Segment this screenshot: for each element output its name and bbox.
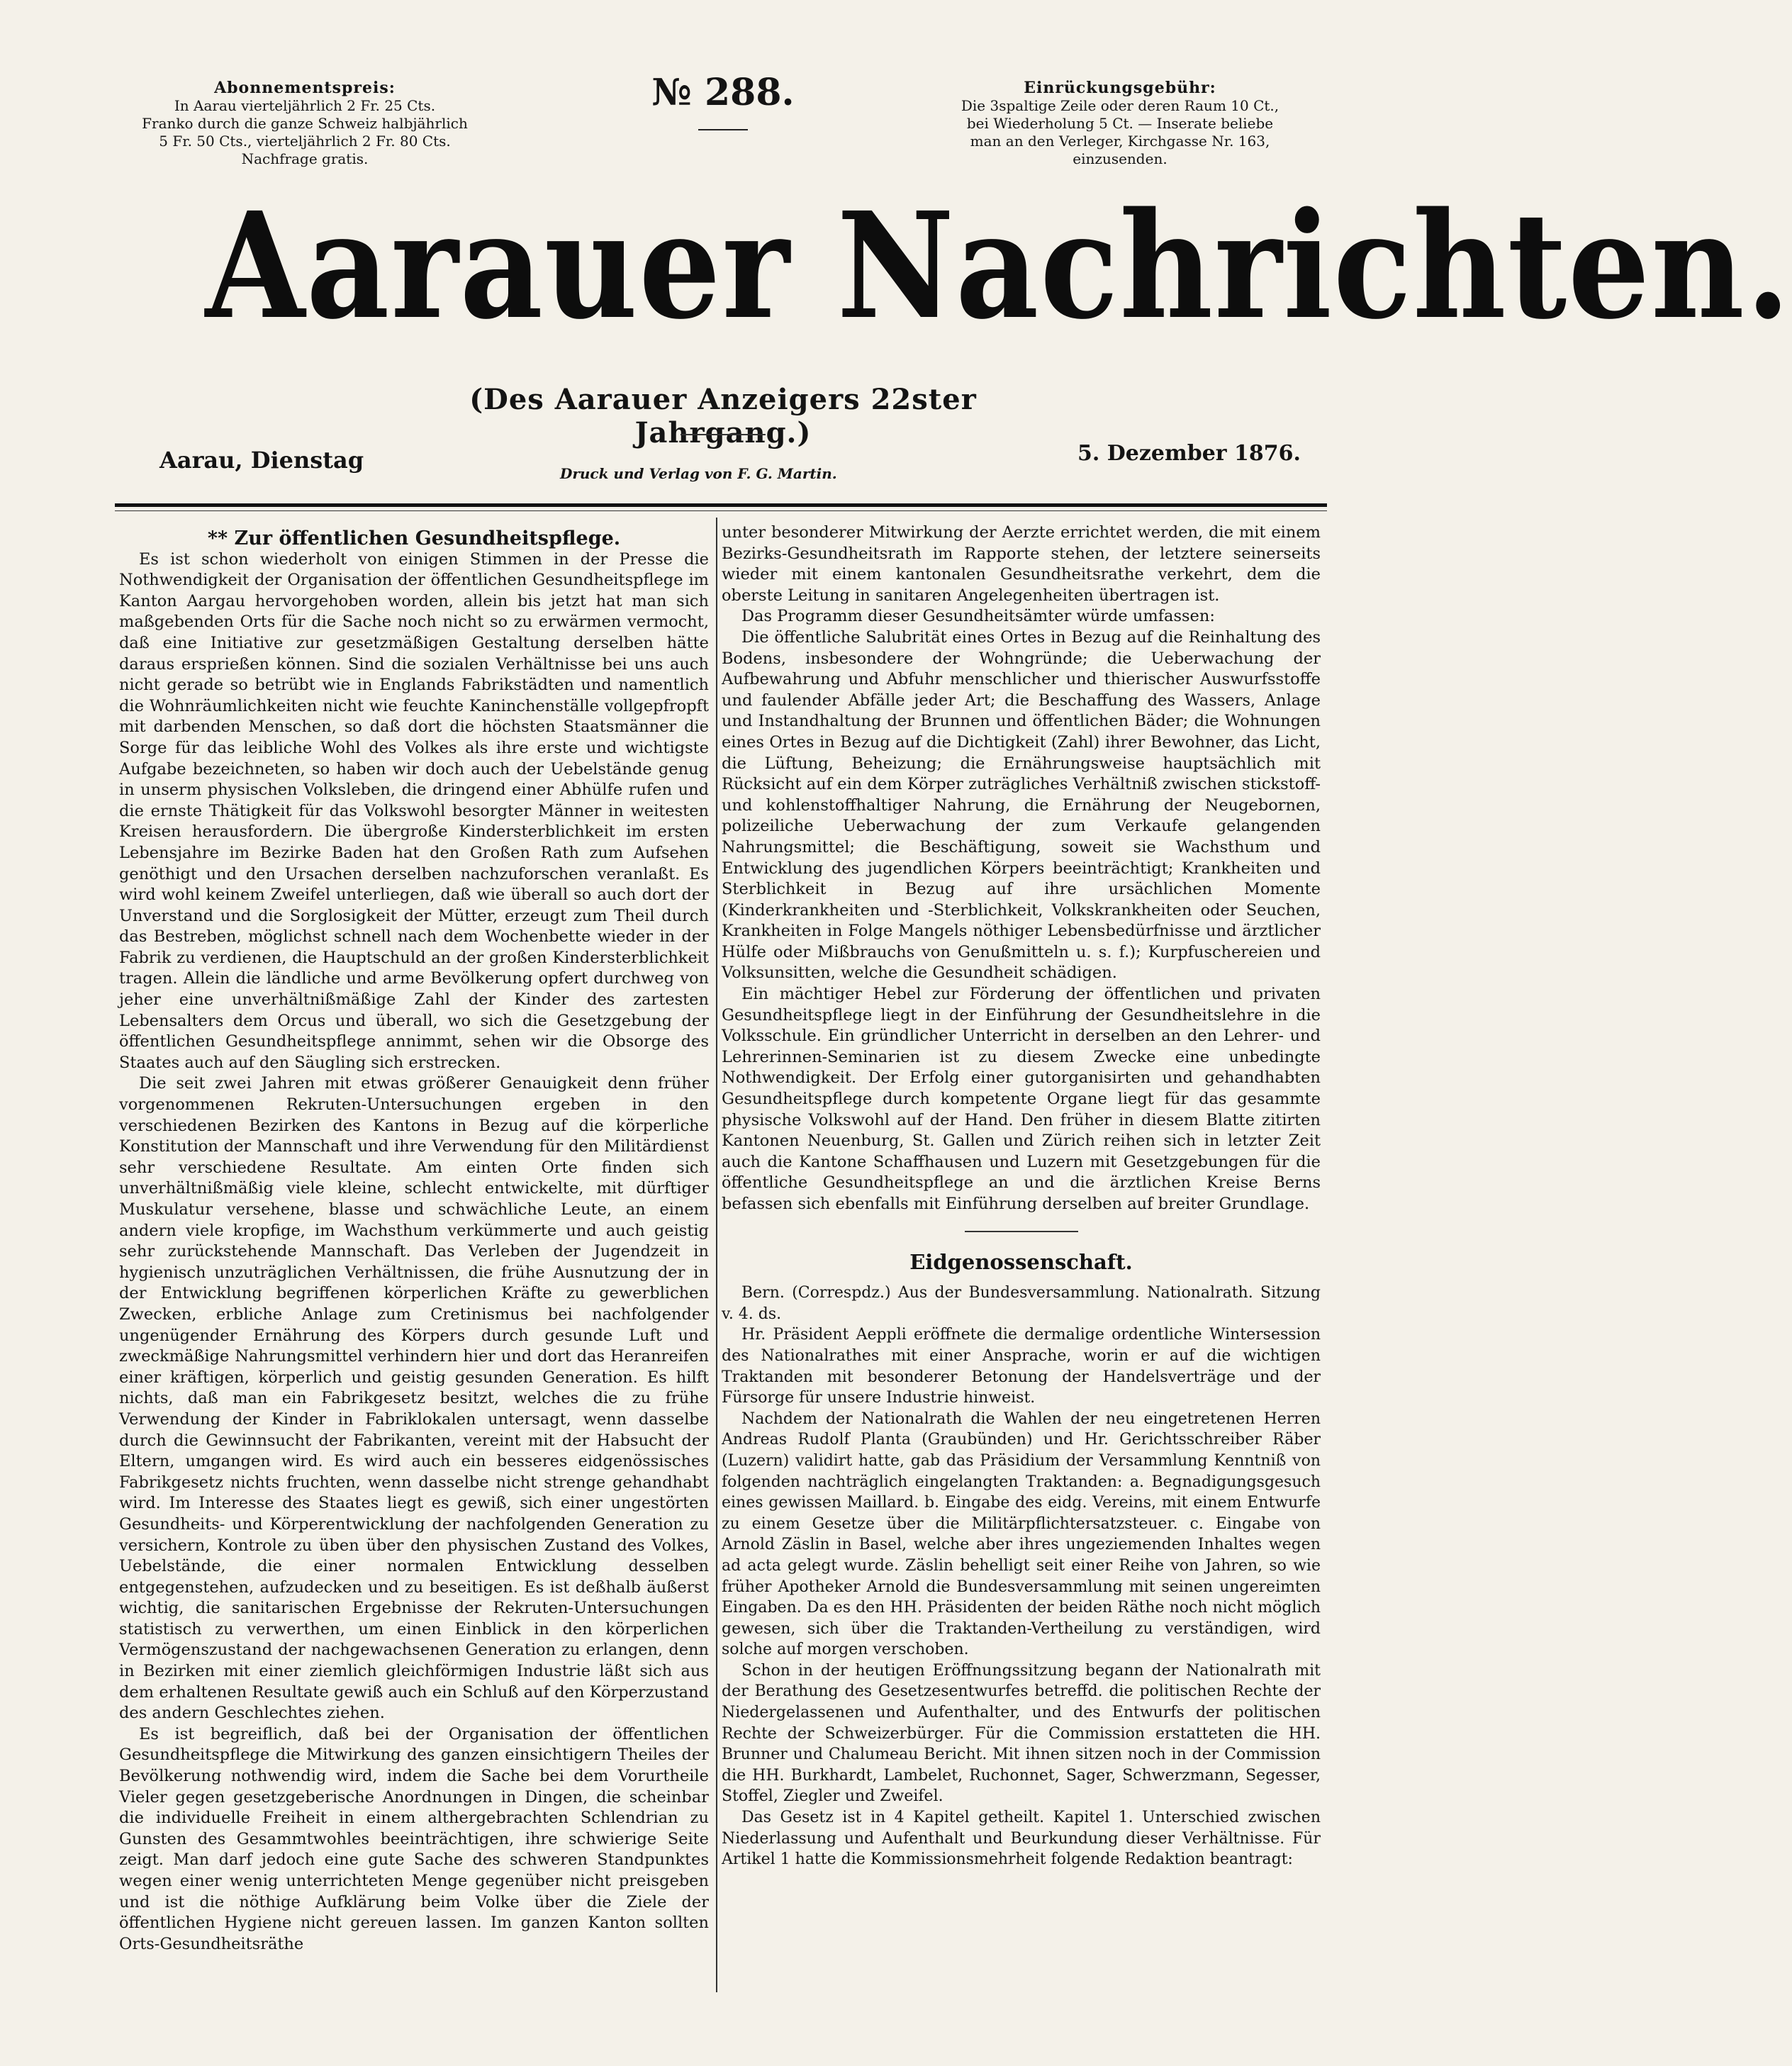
section-paragraph: Das Gesetz ist in 4 Kapitel getheilt. Kapitel 1. Unterschied zwischen Niederlassung und Aufenthalt und Beurkundung dieser Verhältnisse. Für Artikel 1 hatte die Kommissionsmehrheit folgende Redaktion beantragt:	[722, 1809, 1321, 1869]
insertion-title: Einrückungsgebühr:	[1024, 79, 1216, 97]
header-rule-thin	[115, 510, 1327, 511]
subtitle-rule	[681, 434, 766, 435]
publisher-line: Druck und Verlag von F. G. Martin.	[560, 465, 837, 482]
subscription-line: In Aarau vierteljährlich 2 Fr. 25 Cts.	[174, 97, 436, 114]
masthead-title: Aarauer Nachrichten.	[205, 180, 1792, 352]
subscription-box	[106, 79, 503, 168]
article-paragraph: Die öffentliche Salubrität eines Ortes in Bezug auf die Reinhaltung des Bodens, insbesondere der Wohngründe; die Ueberwachung der Aufbewahrung und Abfuhr menschlicher und thierischer Auswurfsstoffe und faulender Abfälle jeder Art; die Beschaffung des Wassers, Anlage und Instandhaltung der Brunnen und öffentlichen Bäder; die Wohnungen eines Ortes in Bezug auf die Dichtigkeit (Zahl) ihrer Bewohner, das Licht, die Lüftung, Beheizung; die Ernährungsweise hauptsächlich mit Rücksicht auf ein dem Körper zuträgliches Verhältniß zwischen stickstoff- und kohlenstoffhaltiger Nahrung, die Ernährung der Neugebornen, polizeiliche Ueberwachung der zum Verkaufe gelangenden Nahrungsmittel; die Beschäftigung, soweit sie Wachsthum und Entwicklung des jugendlichen Körpers beeinträchtigt; Krankheiten und Sterblichkeit in Bezug auf ihre ursächlichen Momente (Kinderkrankheiten und -Sterblichkeit, Volkskrankheiten oder Seuchen, Krankheiten in Folge Mangels nöthiger Lebensbedürfnisse und ärztlicher Hülfe oder Mißbrauchs von Genußmitteln u. s. f.); Kurpfuschereien und Volksunsitten, welche die Gesundheit schädigen.	[722, 627, 1321, 983]
section-divider	[965, 1231, 1078, 1232]
subscription-title: Abonnementspreis:	[214, 79, 396, 97]
insertion-line: bei Wiederholung 5 Ct. — Inserate beliebe	[966, 115, 1274, 132]
article-paragraph: Ein mächtiger Hebel zur Förderung der öffentlichen und privaten Gesundheitspflege liegt in der Einführung der Gesundheitslehre in die Volksschule. Ein gründlicher Unterricht in derselben an den Lehrer- und Lehrerinnen-Seminarien ist zu diesem Zwecke eine unbedingte Nothwendigkeit. Der Erfolg einer gutorganisirten und gehandhabten Gesundheitspflege durch kompetente Organe liegt für das gesammte physische Volkswohl auf der Hand. Den früher in diesem Blatte zitirten Kantonen Neuenburg, St. Gallen und Zürich reihen sich in letzter Zeit auch die Kantone Schaffhausen und Luzern mit Gesetzgebungen für die öffentliche Gesundheitspflege an und die ärztlichen Kreise Berns befassen sich ebenfalls mit Einführung derselben auf breiter Grundlage.	[722, 985, 1321, 1213]
article-column-right	[722, 523, 1321, 1870]
article-column-left	[119, 528, 709, 1955]
issue-date: 5. Dezember 1876.	[1077, 441, 1301, 466]
section-body	[722, 1283, 1321, 1870]
issue-number-ornament	[698, 129, 748, 133]
masthead-subtitle: (Des Aarauer Anzeigers 22ster Jahrgang.)	[469, 383, 977, 450]
section-paragraph: Schon in der heutigen Eröffnungssitzung begann der Nationalrath mit der Berathung des Gesetzesentwurfes betreffd. die politischen Rechte der Niedergelassenen und Aufenthalter, und des Entwurfs der politischen Rechte der Schweizerbürger. Für die Commission erstatteten die HH. Brunner und Chalumeau Bericht. Mit ihnen sitzen noch in der Commission die HH. Burkhardt, Lambelet, Ruchonnet, Sager, Schwerzmann, Segesser, Stoffel, Ziegler und Zweifel.	[722, 1661, 1321, 1806]
section-paragraph: Bern. (Correspdz.) Aus der Bundesversammlung. Nationalrath. Sitzung v. 4. ds.	[722, 1284, 1321, 1323]
issue-number: № 288.	[651, 71, 795, 114]
header-rule-thick	[115, 503, 1327, 507]
section-title: Eidgenossenschaft.	[909, 1249, 1133, 1274]
place-day: Aarau, Dienstag	[159, 447, 364, 474]
section-paragraph: Nachdem der Nationalrath die Wahlen der neu eingetretenen Herren Andreas Rudolf Planta (Graubünden) und Hr. Gerichtsschreiber Räber (Luzern) validirt hatte, gab das Präsidium der Versammlung Kenntniß von folgenden nachträglich eingelangten Traktanden: a. Begnadigungsgesuch eines gewissen Maillard. b. Eingabe des eidg. Vereins, mit einem Entwurfe zu einem Gesetze über die Militärpflichtersatzsteuer. c. Eingabe von Arnold Zäslin in Basel, welche aber ihres ungeziemenden Inhaltes wegen ad acta gelegt wurde. Zäslin behelligt seit einer Reihe von Jahren, so wie früher Apotheker Arnold die Bundesversammlung mit seinen ungereimten Eingaben. Da es den HH. Präsidenten der beiden Räthe noch nicht möglich gewesen, sich über die Traktanden-Vertheilung zu verständigen, wird solche auf morgen verschoben.	[722, 1409, 1321, 1659]
section-paragraph: Hr. Präsident Aeppli eröffnete die dermalige ordentliche Wintersession des Nationalrathes mit einer Ansprache, worin er auf die wichtigen Traktanden mit besonderer Betonung der Handelsverträge und der Fürsorge für unsere Industrie hinweist.	[722, 1326, 1321, 1407]
article-paragraph: Die seit zwei Jahren mit etwas größerer Genauigkeit denn früher vorgenommenen Rekruten-Untersuchungen ergeben in den verschiedenen Bezirken des Kantons in Bezug auf die körperliche Konstitution der Mannschaft und ihre Verwendung für den Militärdienst sehr verschiedene Resultate. Am einten Orte finden sich unverhältnißmäßig viele kleine, schlecht entwickelte, mit dürftiger Muskulatur versehene, blasse und schwächliche Leute, an einem andern viele kropfige, im Wachsthum verkümmerte und auch geistig sehr zurückstehende Mannschaft. Das Verleben der Jugendzeit in hygienisch unzuträglichen Verhältnissen, die frühe Ausnutzung der in der Entwicklung begriffenen körperlichen Kräfte zu gewerblichen Zwecken, erbliche Anlage zum Cretinismus bei nachfolgender ungenügender Ernährung des Körpers durch gesunde Luft und zweckmäßige Nahrungsmittel verhindern hier und dort das Heranreifen einer kräftigen, körperlich und geistig gesunden Generation. Es hilft nichts, daß man ein Fabrikgesetz besitzt, welches die zu frühe Verwendung der Kinder in Fabriklokalen untersagt, wenn dasselbe durch die Gewinnsucht der Fabrikanten, vereint mit der Habsucht der Eltern, umgangen wird. Es wird auch ein besseres eidgenössisches Fabrikgesetz nichts fruchten, wenn dasselbe nicht strenge gehandhabt wird. Im Interesse des Staates liegt es gewiß, sich einer ungestörten Gesundheits- und Körperentwicklung der nachfolgenden Generation zu versichern, Kontrole zu üben über den physischen Zustand des Volkes, Uebelstände, die einer normalen Entwicklung desselben entgegenstehen, aufzudecken und zu beseitigen. Es ist deßhalb äußerst wichtig, die sanitarischen Ergebnisse der Rekruten-Untersuchungen statistisch zu verwerthen, um einen Einblick in den körperlichen Vermögenszustand der nachgewachsenen Generation zu erlangen, denn in Bezirken mit einer ziemlich gleichförmigen Industrie läßt sich aus dem erhaltenen Resultate gewiß auch ein Schluß auf den Körperzustand des andern Geschlechtes ziehen.	[119, 1074, 709, 1723]
article-paragraph: Es ist begreiflich, daß bei der Organisation der öffentlichen Gesundheitspflege die Mitwirkung des ganzen einsichtigern Theiles der Bevölkerung nothwendig wird, indem die Sache bei dem Vorurtheile Vieler gegen gesetzgeberische Anordnungen in Dingen, die scheinbar die individuelle Freiheit in einem althergebrachten Schlendrian zu Gunsten des Gesammtwohles beeinträchtigen, ihre schwierige Seite zeigt. Man darf jedoch eine gute Sache des schweren Standpunktes wegen einer wenig unterrichteten Menge gegenüber nicht preisgeben und ist die nöthige Aufklärung beim Volke über die Ziele der öffentlichen Hygiene nicht gereuen lassen. Im ganzen Kanton sollten Orts-Gesundheitsräthe	[119, 1724, 709, 1953]
article-title: ** Zur öffentlichen Gesundheitspflege.	[207, 527, 621, 549]
insertion-line: Die 3spaltige Zeile oder deren Raum 10 Ct.,	[961, 97, 1279, 114]
article-continuation: unter besonderer Mitwirkung der Aerzte errichtet werden, die mit einem Bezirks-Gesundheitsrath im Rapporte stehen, der letztere seinerseits wieder mit einem kantonalen Gesundheitsrathe verkehrt, dem die oberste Leitung in sanitaren Angelegenheiten übertragen ist.	[722, 523, 1321, 605]
column-divider	[716, 518, 717, 1992]
subscription-line: Franko durch die ganze Schweiz halbjährlich	[142, 115, 468, 132]
article-paragraph: Das Programm dieser Gesundheitsämter würde umfassen:	[741, 607, 1215, 626]
insertion-line: einzusenden.	[1073, 150, 1167, 167]
subscription-line: Nachfrage gratis.	[241, 150, 369, 167]
insertion-line: man an den Verleger, Kirchgasse Nr. 163,	[970, 133, 1270, 150]
article-paragraph: Es ist schon wiederholt von einigen Stimmen in der Presse die Nothwendigkeit der Organisation der öffentlichen Gesundheitspflege im Kanton Aargau hervorgehoben worden, allein bis jetzt hat man sich maßgebenden Orts für die Sache noch nicht so zu erwärmen vermocht, daß eine Initiative zur gesetzmäßigen Gestaltung derselben hätte daraus ersprießen können. Sind die sozialen Verhältnisse bei uns auch nicht gerade so betrübt wie in Englands Fabrikstädten und namentlich die Wohnräumlichkeiten nicht wie feuchte Kaninchenställe vollgepfropft mit darbenden Menschen, so daß dort die höchsten Staatsmänner die Sorge für das leibliche Wohl des Volkes als ihre erste und wichtigste Aufgabe bezeichneten, so haben wir doch auch der Uebelstände genug in unserm physischen Volksleben, die dringend einer Abhülfe rufen und die ernste Thätigkeit für das Volkswohl besorgter Männer in weitesten Kreisen herausfordern. Die übergroße Kindersterblichkeit im ersten Lebensjahre im Bezirke Baden hat den Großen Rath zum Aufsehen genöthigt und den Ursachen derselben nachzuforschen veranlaßt. Es wird wohl keinem Zweifel unterliegen, daß wie überall so auch dort der Unverstand und die Sorglosigkeit der Mütter, erzeugt zum Theil durch das Bestreben, möglichst schnell nach dem Wochenbette wieder in der Fabrik zu verdienen, die Hauptschuld an der großen Kindersterblichkeit tragen. Allein die ländliche und arme Bevölkerung opfert durchweg von jeher eine unverhältnißmäßige Zahl der Kinder des zartesten Lebensalters dem Orcus und überall, wo sich die Gesetzgebung der öffentlichen Gesundheitspflege annimmt, sehen wir die Obsorge des Staates auch auf den Säugling sich erstrecken.	[119, 549, 709, 1072]
insertion-fee-box	[950, 79, 1290, 168]
subscription-line: 5 Fr. 50 Cts., vierteljährlich 2 Fr. 80 Cts.	[159, 133, 451, 150]
